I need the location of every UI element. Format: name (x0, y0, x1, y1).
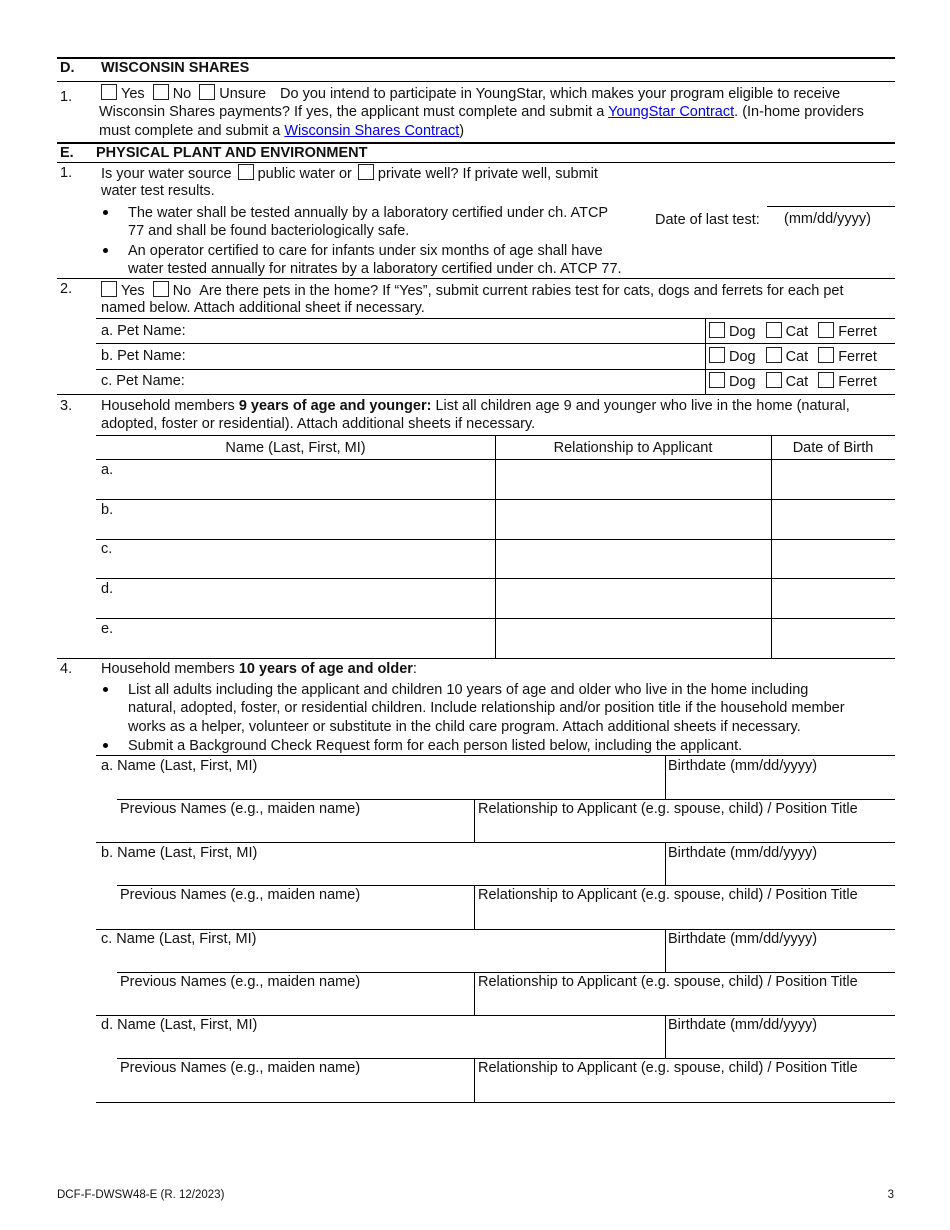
date-last-test-label: Date of last test: (655, 212, 760, 228)
rule (57, 81, 895, 82)
e-q4-post: : (412, 661, 417, 677)
e-q4-bullet1-l2: natural, adopted, foster, or residential children. Include relationship and/or position title if the household member (128, 700, 845, 716)
e-q4-num: 4. (60, 661, 73, 677)
dog-label: Dog (729, 374, 756, 390)
section-d-letter: D. (60, 60, 75, 76)
e-q2-no-checkbox[interactable] (153, 281, 169, 297)
member-b-birthdate-field[interactable]: Birthdate (mm/dd/yyyy) (668, 845, 818, 861)
pet-name-a-label: a. Pet Name: (101, 323, 186, 339)
e-q1-question: Is your water source (101, 166, 232, 182)
cat-label: Cat (785, 349, 809, 365)
col-divider (495, 435, 496, 658)
bullet-icon (103, 743, 108, 748)
youngstar-contract-link[interactable]: YoungStar Contract (608, 104, 735, 120)
child-row-a[interactable]: a. (101, 462, 114, 478)
e-q4-bullet1-l3: works as a helper, volunteer or substitute in the child care program. Attach additional sheets if necessary. (128, 719, 801, 735)
col-divider (771, 435, 772, 658)
pet-a-types (709, 322, 877, 341)
cat-label: Cat (785, 324, 809, 340)
d-q1-line2 (99, 103, 864, 121)
pet-c-cat-checkbox[interactable] (766, 372, 782, 388)
child-row-e[interactable]: e. (101, 621, 114, 637)
e-q4-line1 (101, 660, 417, 678)
bullet-icon (103, 210, 108, 215)
rule (96, 755, 895, 756)
e-q1-bullet1-l2: 77 and shall be found bacteriologically safe. (128, 223, 410, 239)
d-q1-yes-label: Yes (121, 86, 145, 102)
d-q1-unsure-label: Unsure (219, 86, 267, 102)
date-last-test-field[interactable]: (mm/dd/yyyy) (784, 211, 871, 227)
pet-name-b-label: b. Pet Name: (101, 348, 186, 364)
e-q3-line1 (101, 397, 850, 415)
child-row-b[interactable]: b. (101, 502, 114, 518)
rule (96, 1102, 895, 1103)
e-q2-line2: named below. Attach additional sheet if necessary. (101, 300, 425, 316)
member-d-relationship-field[interactable]: Relationship to Applicant (e.g. spouse, child) / Position Title (478, 1060, 858, 1076)
col-divider (474, 799, 475, 842)
bullet-icon (103, 687, 108, 692)
col-name-header: Name (Last, First, MI) (225, 440, 366, 456)
private-well-checkbox[interactable] (358, 164, 374, 180)
d-q1-line1 (101, 84, 840, 103)
col-divider (474, 972, 475, 1015)
member-d-name-field[interactable]: d. Name (Last, First, MI) (101, 1017, 258, 1033)
d-q1-question-text: Do you intend to participate in YoungStar, which makes your program eligible to receive (280, 86, 841, 102)
dog-label: Dog (729, 349, 756, 365)
col-divider (665, 1015, 666, 1058)
pet-b-cat-checkbox[interactable] (766, 347, 782, 363)
ferret-label: Ferret (838, 374, 877, 390)
e-q4-bold: 10 years of age and older (238, 661, 413, 677)
d-q1-line3 (99, 122, 464, 140)
e-q1-bullet2-l1: An operator certified to care for infants under six months of age shall have (128, 243, 603, 259)
pet-c-ferret-checkbox[interactable] (818, 372, 834, 388)
col-divider (474, 885, 475, 929)
member-c-relationship-field[interactable]: Relationship to Applicant (e.g. spouse, child) / Position Title (478, 974, 858, 990)
pet-b-dog-checkbox[interactable] (709, 347, 725, 363)
col-divider (665, 842, 666, 885)
ferret-label: Ferret (838, 349, 877, 365)
public-water-label: public water or (257, 166, 352, 182)
d-q1-num: 1. (60, 89, 73, 105)
rule (96, 343, 895, 344)
rule (96, 318, 895, 319)
pet-name-c-label: c. Pet Name: (101, 373, 185, 389)
member-c-name-field[interactable]: c. Name (Last, First, MI) (101, 931, 257, 947)
cat-label: Cat (785, 374, 809, 390)
section-e-title: PHYSICAL PLANT AND ENVIRONMENT (96, 145, 368, 161)
pet-a-cat-checkbox[interactable] (766, 322, 782, 338)
rule (57, 278, 895, 279)
section-d-title: WISCONSIN SHARES (101, 60, 250, 76)
rule (96, 842, 895, 843)
member-a-name-field[interactable]: a. Name (Last, First, MI) (101, 758, 258, 774)
member-c-birthdate-field[interactable]: Birthdate (mm/dd/yyyy) (668, 931, 818, 947)
form-id: DCF-F-DWSW48-E (R. 12/2023) (57, 1189, 225, 1201)
page-number: 3 (887, 1189, 894, 1201)
col-dob-header: Date of Birth (792, 440, 874, 456)
rule (96, 499, 895, 500)
e-q1-bullet2-l2: water tested annually for nitrates by a laboratory certified under ch. ATCP 77. (128, 261, 622, 277)
date-last-test-input-line (767, 206, 895, 207)
d-q1-unsure-checkbox[interactable] (199, 84, 215, 100)
child-row-c[interactable]: c. (101, 541, 113, 557)
rule (96, 618, 895, 619)
pet-c-dog-checkbox[interactable] (709, 372, 725, 388)
pet-a-ferret-checkbox[interactable] (818, 322, 834, 338)
member-d-birthdate-field[interactable]: Birthdate (mm/dd/yyyy) (668, 1017, 818, 1033)
e-q2-yes-checkbox[interactable] (101, 281, 117, 297)
col-divider (665, 755, 666, 799)
e-q2-question: Are there pets in the home? If “Yes”, submit current rabies test for cats, dogs and ferrets for each pet (199, 283, 844, 299)
pet-b-ferret-checkbox[interactable] (818, 347, 834, 363)
member-c-previous-names-field[interactable]: Previous Names (e.g., maiden name) (120, 974, 361, 990)
ferret-label: Ferret (838, 324, 877, 340)
member-d-previous-names-field[interactable]: Previous Names (e.g., maiden name) (120, 1060, 361, 1076)
e-q3-bold: 9 years of age and younger: (238, 398, 432, 414)
public-water-checkbox[interactable] (238, 164, 254, 180)
section-e-letter: E. (60, 145, 74, 161)
d-q1-line2-pre: Wisconsin Shares payments? If yes, the applicant must complete and submit a (99, 104, 605, 120)
rule (96, 539, 895, 540)
rule (96, 369, 895, 370)
e-q1-bullet1-l1: The water shall be tested annually by a laboratory certified under ch. ATCP (128, 205, 609, 221)
child-row-d[interactable]: d. (101, 581, 114, 597)
member-b-name-field[interactable]: b. Name (Last, First, MI) (101, 845, 258, 861)
rule (57, 394, 895, 395)
member-a-relationship-field[interactable]: Relationship to Applicant (e.g. spouse, child) / Position Title (478, 801, 858, 817)
e-q1-num: 1. (60, 165, 73, 181)
member-b-previous-names-field[interactable]: Previous Names (e.g., maiden name) (120, 887, 361, 903)
dog-label: Dog (729, 324, 756, 340)
col-divider (474, 1058, 475, 1102)
e-q4-bullet2: Submit a Background Check Request form for each person listed below, including the applicant. (128, 738, 743, 754)
member-b-relationship-field[interactable]: Relationship to Applicant (e.g. spouse, child) / Position Title (478, 887, 858, 903)
rule (57, 658, 895, 659)
d-q1-line2-post: . (In-home providers (734, 104, 864, 120)
e-q3-num: 3. (60, 398, 73, 414)
col-relationship-header: Relationship to Applicant (553, 440, 713, 456)
e-q4-pre: Household members (101, 661, 239, 677)
e-q2-no-label: No (172, 283, 192, 299)
e-q2-num: 2. (60, 281, 73, 297)
private-well-label: private well? If private well, submit (377, 166, 598, 182)
d-q1-no-checkbox[interactable] (153, 84, 169, 100)
e-q1-line1 (101, 164, 598, 183)
pet-type-divider (705, 318, 706, 394)
rule (96, 578, 895, 579)
e-q4-bullet1-l1: List all adults including the applicant and children 10 years of age and older who live in the home including (128, 682, 809, 698)
e-q3-post: List all children age 9 and younger who live in the home (natural, (431, 398, 850, 414)
d-q1-line3-post: ) (459, 123, 465, 139)
bullet-icon (103, 248, 108, 253)
member-a-birthdate-field[interactable]: Birthdate (mm/dd/yyyy) (668, 758, 818, 774)
pet-b-types (709, 347, 877, 366)
wisconsin-shares-contract-link[interactable]: Wisconsin Shares Contract (284, 123, 460, 139)
d-q1-yes-checkbox[interactable] (101, 84, 117, 100)
e-q2-line1 (101, 281, 844, 300)
e-q3-line2: adopted, foster or residential). Attach additional sheets if necessary. (101, 416, 536, 432)
d-q1-line3-pre: must complete and submit a (99, 123, 281, 139)
col-divider (665, 929, 666, 972)
pet-a-dog-checkbox[interactable] (709, 322, 725, 338)
rule (57, 162, 895, 163)
e-q2-yes-label: Yes (121, 283, 145, 299)
e-q3-pre: Household members (101, 398, 239, 414)
pet-c-types (709, 372, 877, 391)
member-a-previous-names-field[interactable]: Previous Names (e.g., maiden name) (120, 801, 361, 817)
e-q1-line2: water test results. (101, 183, 215, 199)
d-q1-no-label: No (172, 86, 192, 102)
